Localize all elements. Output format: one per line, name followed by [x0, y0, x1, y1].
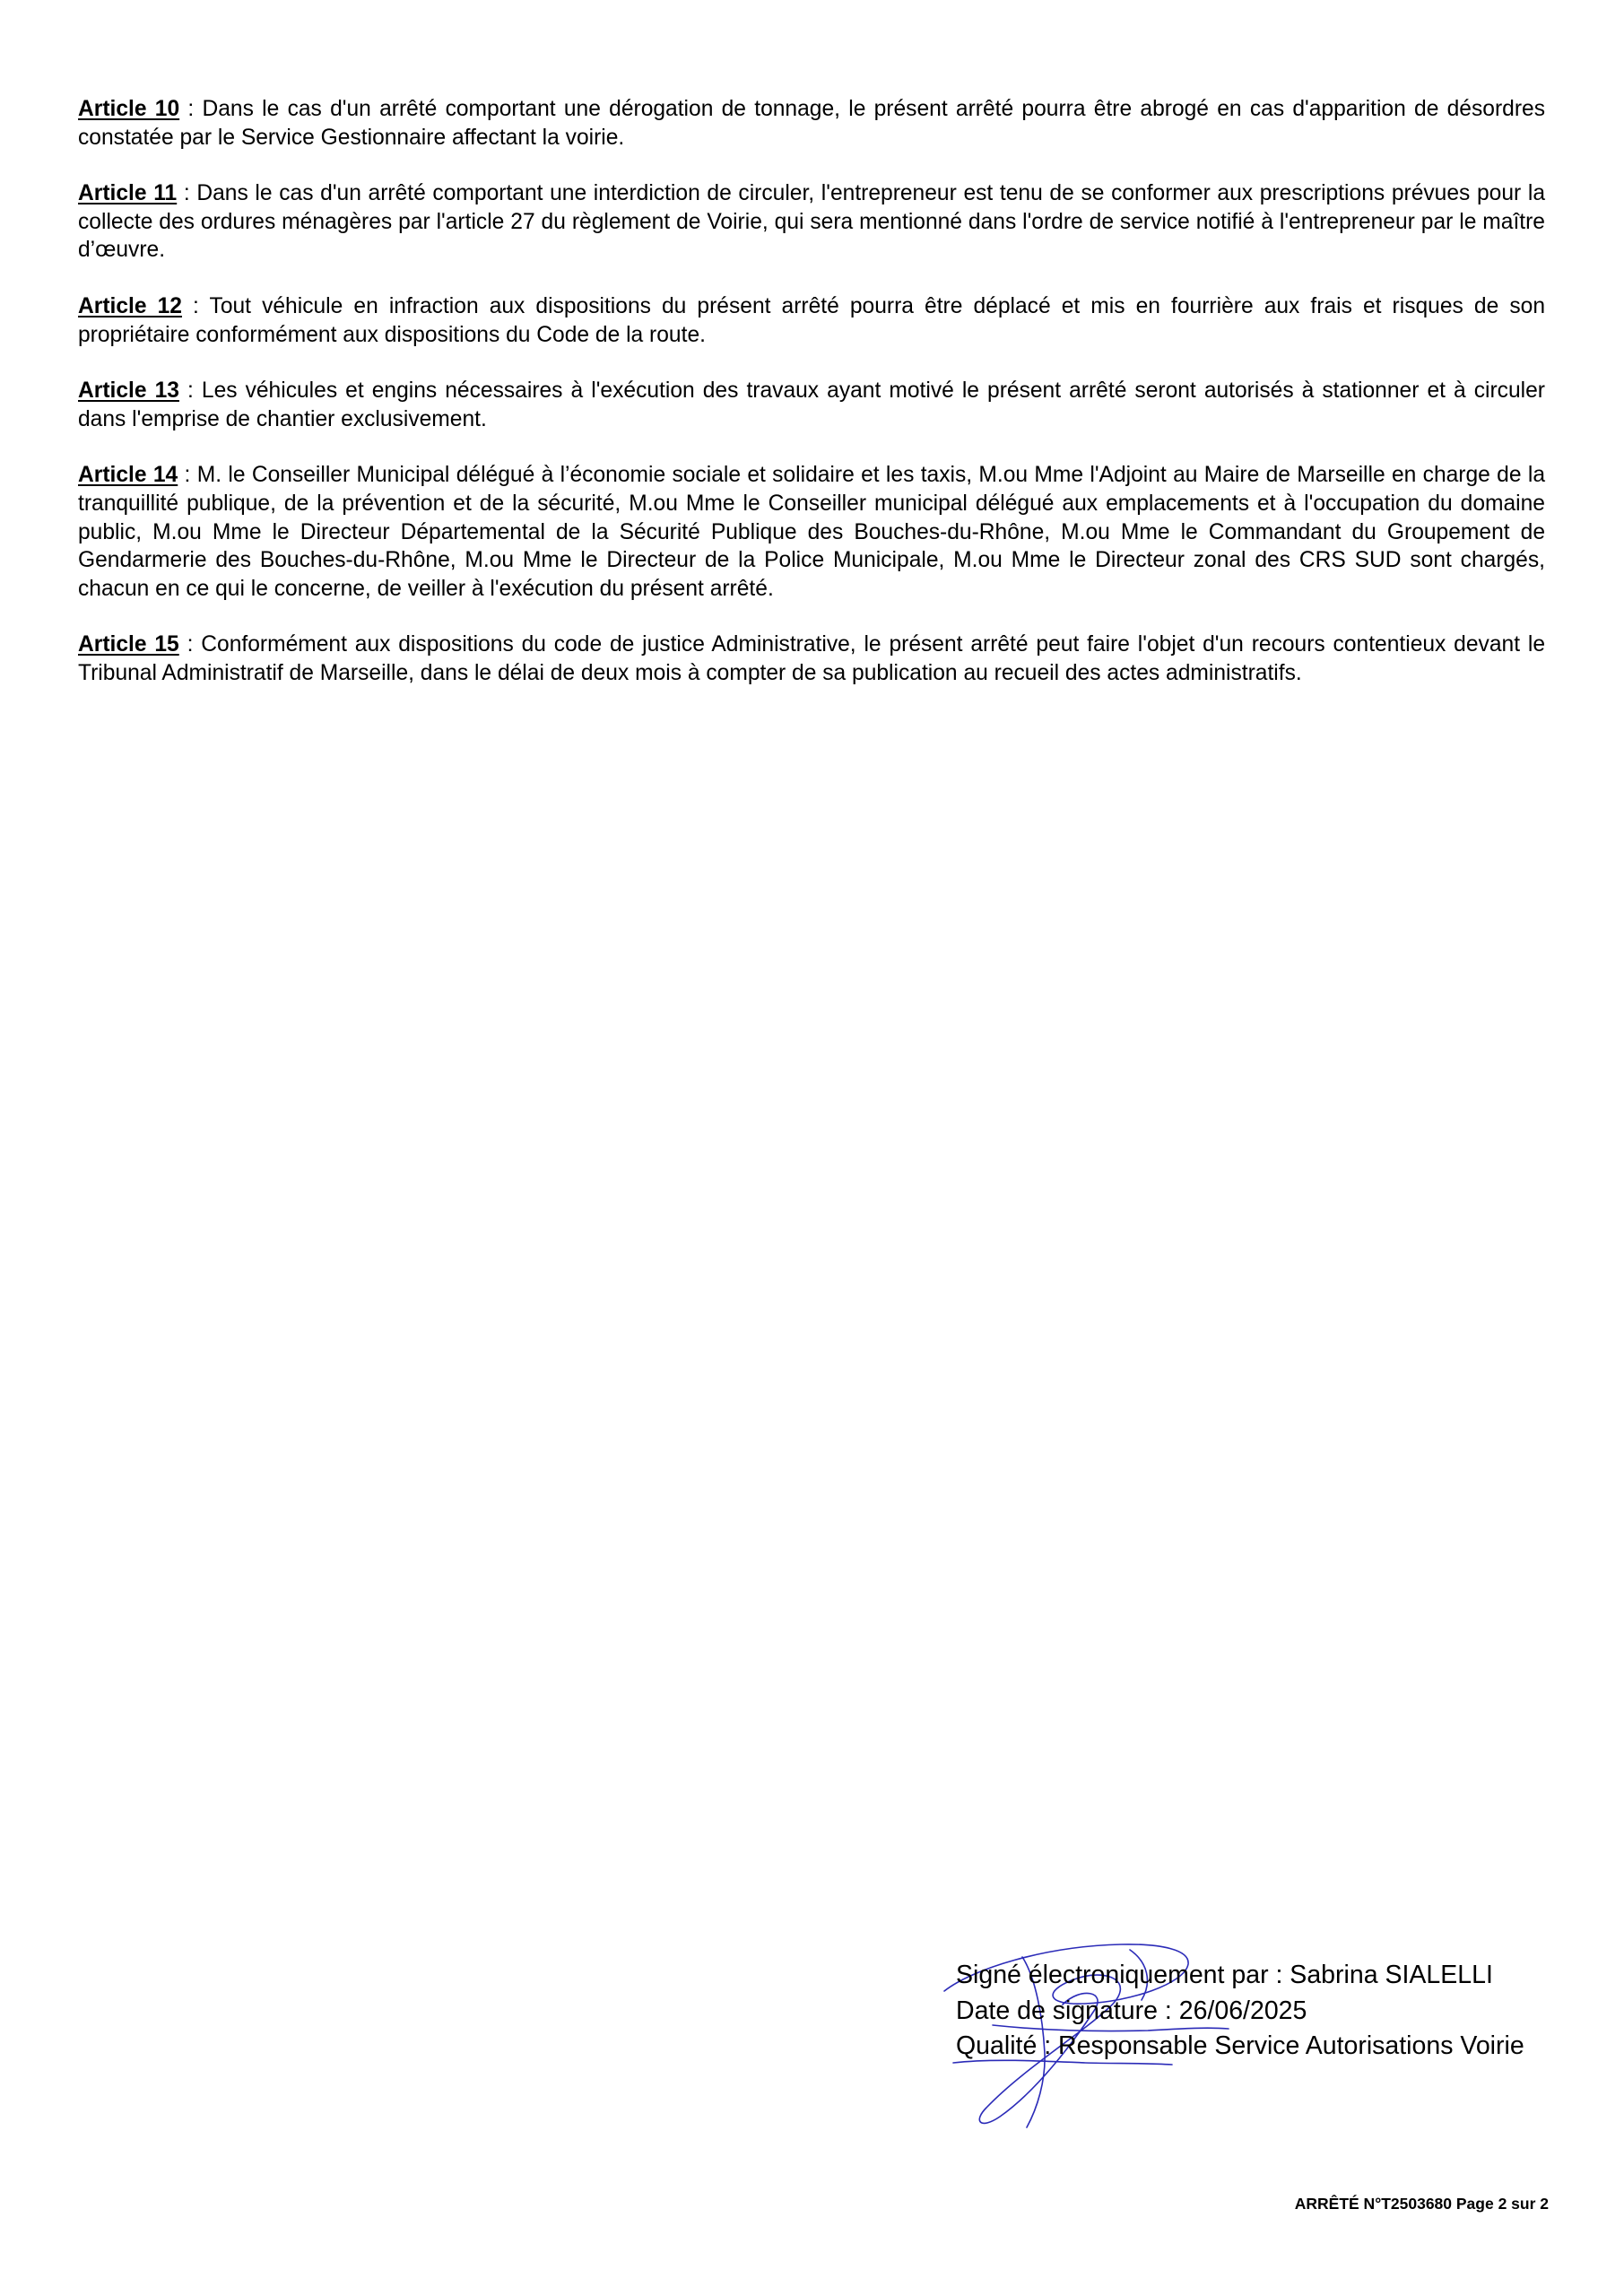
article-label: Article 12: [78, 293, 182, 318]
article-text: : Dans le cas d'un arrêté comportant une interdiction de circuler, l'entrepreneur est tenu de se conformer aux prescriptions prévues pour la collecte des ordures ménagères par l'article 27 du règlement de Voirie, qui sera mentionné dans l'ordre de service notifié à l'entrepreneur par le maître d’œuvre.: [78, 181, 1545, 263]
signature-signed-by: Signé électroniquement par : Sabrina SIALELLI: [956, 1961, 1493, 1989]
article-text: : M. le Conseiller Municipal délégué à l’économie sociale et solidaire et les taxis, M.ou Mme l'Adjoint au Maire de Marseille en charge de la tranquillité publique, de la prévention et de la sécurité, M.ou Mme le Conseiller municipal délégué aux emplacements et à l'occupation du domaine public, M.ou Mme le Directeur Départemental de la Sécurité Publique des Bouches-du-Rhône, M.ou Mme le Commandant du Groupement de Gendarmerie des Bouches-du-Rhône, M.ou Mme le Directeur de la Police Municipale, M.ou Mme le Directeur zonal des CRS SUD sont chargés, chacun en ce qui le concerne, de veiller à l'exécution du présent arrêté.: [78, 463, 1546, 601]
article-10: [78, 95, 1545, 152]
signature-quality: Qualité : Responsable Service Autorisations Voirie: [956, 2031, 1524, 2060]
article-12: [78, 292, 1545, 349]
article-label: Article 11: [78, 181, 178, 206]
article-text: : Dans le cas d'un arrêté comportant une dérogation de tonnage, le présent arrêté pourra être abrogé en cas d'apparition de désordres constatée par le Service Gestionnaire affectant la voirie.: [78, 97, 1545, 150]
article-text: : Les véhicules et engins nécessaires à l'exécution des travaux ayant motivé le présent arrêté seront autorisés à stationner et à circuler dans l'emprise de chantier exclusivement.: [78, 378, 1545, 431]
article-14: [78, 461, 1545, 603]
page-footer: ARRÊTÉ N°T2503680 Page 2 sur 2: [1294, 2195, 1549, 2213]
signature-date: Date de signature : 26/06/2025: [956, 1996, 1307, 2025]
article-13: [78, 377, 1545, 433]
article-11: [78, 179, 1545, 265]
article-text: : Conformément aux dispositions du code de justice Administrative, le présent arrêté peut faire l'objet d'un recours contentieux devant le Tribunal Administratif de Marseille, dans le délai de deux mois à compter de sa publication au recueil des actes administratifs.: [78, 632, 1546, 685]
article-label: Article 14: [78, 463, 178, 488]
article-text: : Tout véhicule en infraction aux dispositions du présent arrêté pourra être déplacé et mis en fourrière aux frais et risques de son propriétaire conformément aux dispositions du Code de la route.: [78, 293, 1545, 347]
signature-block: [956, 1958, 1584, 2065]
document-body: [78, 95, 1545, 716]
article-label: Article 13: [78, 378, 179, 404]
article-label: Article 10: [78, 97, 180, 121]
article-label: Article 15: [78, 632, 179, 657]
article-15: [78, 631, 1545, 687]
